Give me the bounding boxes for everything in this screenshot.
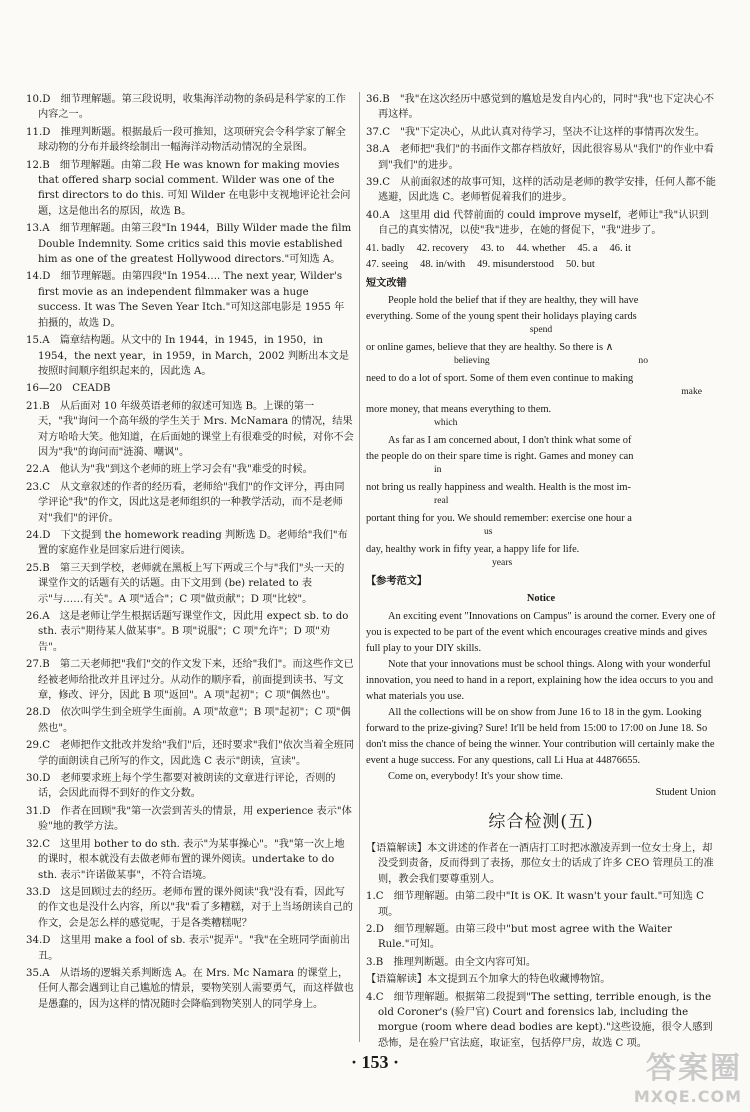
answer-item: 34.D 这里用 make a fool of sb. 表示"捉弄"。"我"在全班同学面前出丑。 — [26, 935, 351, 962]
vocab-answer: 47. seeing — [366, 258, 409, 270]
vocab-answer: 50. but — [565, 258, 595, 270]
answer-item: 14.D 细节理解题。由第四段"In 1954…. The next year, Wilder's first movie as an independent filmmaker was a huge success. It was The Seven Year Itch."可知这部电影是 1955 年拍摄的，故选 D。 — [26, 271, 345, 329]
answer-item: 【语篇解读】本文提到五个加拿大的特色收藏博物馆。 — [366, 974, 611, 986]
answer-item: 16—20 CEADB — [26, 383, 111, 395]
vocab-answers — [366, 241, 716, 273]
page-number: · 153 · — [350, 1052, 399, 1072]
answer-item: 21.B 从后面对 10 年级英语老师的叙述可知选 B。上课的第一天，"我"询问一个高年级的学生关于 Mrs. McNamara 的情况，结果对方哈哈大笑。他知道，在后面她的课堂上有很难受的时候，对你不会因为"我"的询问而"涟漪、嘲讽"。 — [26, 400, 354, 458]
answer-item: 【语篇解读】本文讲述的作者在一酒店打工时把冰激凌弄到一位女士身上，却没受到责备，反而得到了表扬，那位女士的话成了许多 CEO 管理员工的准则，教会我们要尊重别人。 — [366, 842, 714, 885]
model-essay — [366, 609, 716, 801]
answer-item: 13.A 细节理解题。由第三段"In 1944，Billy Wilder made the film Double Indemnity. Some critics said this movie established him as one of the greatest Hollywood directors."可知选 A。 — [26, 223, 352, 266]
answer-item: 10.D 细节理解题。第三段说明，收集海洋动物的条码是科学家的工作内容之一。 — [26, 94, 346, 121]
correction-fix: make — [681, 386, 702, 398]
answer-item: 27.B 第二天老师把"我们"交的作文发下来，还给"我们"。而这些作文已经被老师给批改并且评过分。从动作的顺序看，前面提到读书、写文章，修改、评分，因此 B 项"返回"。A 项"起初"；C 项"偶然也"。 — [26, 659, 354, 702]
answer-item: 15.A 篇章结构题。从文中的 In 1944，in 1945，in 1950，in 1954，the next year，in 1959，in March，2002 判断出本文是按照时间顺序组织起来的，因此选 A。 — [26, 335, 349, 377]
answer-item: 11.D 推理判断题。根据最后一段可推知，这项研究会令科学家了解全球动物的分布并最终绘制出一幅海洋动物活动情况的全景图。 — [26, 126, 346, 154]
vocab-answer: 44. whether — [516, 242, 566, 254]
answer-item: 39.C 从前面叙述的故事可知，这样的活动是老师的教学安排，任何人都不能逃避，因此选 C。老师暂促着我们的进步。 — [366, 177, 716, 204]
essay-paragraph: All the collections will be on show from June 16 to 18 in the gym. Looking forward to the prize-giving? Sure! It'll be held from 15:00 to 17:00 on June 18. So don't miss the chance of being the winner. Your contribution will certainly make the event a huge success. For any questions, call Li Hua at 44876655. — [366, 707, 715, 767]
vocab-answer: 45. a — [577, 242, 598, 254]
answer-item: 23.C 从文章叙述的作者的经历看，老师给"我们"的作文评分，再由同学评论"我"的作文，因此这是老师组织的一种教学活动，而不是老师对"我们"的评价。 — [26, 481, 345, 524]
answer-item: 37.C "我"下定决心，从此认真对待学习，坚决不让这样的事情再次发生。 — [366, 126, 705, 138]
answer-item: 38.A 老师把"我们"的书面作文都存档放好，因此很容易从"我们"的作业中看到"我们"的进步。 — [366, 144, 714, 171]
answer-item: 22.A 他认为"我"到这个老师的班上学习会有"我"难受的时候。 — [26, 464, 313, 476]
answer-item: 28.D 依次叫学生到全班学生面前。A 项"故意"；B 项"起初"；C 项"偶然也"。 — [26, 707, 351, 734]
section-title: 综合检测(五) — [488, 812, 594, 833]
answer-item: 3.B 推理判断题。由全文内容可知。 — [366, 956, 537, 968]
correction-line: As far as I am concerned about, I don't think what some of — [388, 435, 632, 447]
correction-fix: believing no — [454, 355, 648, 367]
correction-line: portant thing for you. We should remember: exercise one hour a — [366, 513, 632, 525]
watermark — [634, 1043, 742, 1106]
correction-heading: 短文改错 — [366, 276, 407, 289]
left-column — [26, 92, 354, 1014]
essay-paragraph: Note that your innovations must be school things. Along with your wonderful innovation, you need to hand in a report, explaining how the idea occurs to you and what materials you use. — [366, 659, 714, 703]
answer-item: 32.C 这里用 bother to do sth. 表示"为某事操心"。"我"第一次上地的课时，根本就没有去做老师布置的课外阅读。undertake to do sth. 表示"许诺做某事"，不符合语境。 — [26, 838, 345, 881]
correction-fix: spend — [529, 324, 553, 336]
vocab-answer: 41. badly — [366, 242, 405, 254]
correction-line: not bring us really happiness and wealth. Health is the most im- — [366, 482, 631, 494]
vocab-answer: 48. in/with — [420, 258, 466, 270]
vocab-answer: 46. it — [609, 242, 631, 254]
model-essay-heading: 【参考范文】 — [366, 575, 428, 588]
correction-line: day, healthy work in fifty year, a happy life for life. — [366, 544, 580, 556]
correction-passage — [366, 293, 716, 571]
vocab-answer: 43. to — [480, 242, 505, 254]
correction-line: or online games, believe that they are healthy. So there is ∧ — [366, 342, 614, 354]
essay-paragraph: An exciting event "Innovations on Campus" is around the corner. Every one of you is expected to be part of the event which encourages creative minds and gives full play to your DIY skills. — [366, 611, 716, 655]
answer-item: 35.A 从语场的逻辑关系判断选 A。在 Mrs. Mc Namara 的课堂上，任何人都会遇到让自己尴尬的情景，要物笑别人需要勇气，而这样做也是愚蠢的，因为这样的情况随时会降临到物笑别人的同学身上。 — [26, 967, 354, 1010]
answer-item: 1.C 细节理解题。由第二段中"It is OK. It wasn't your fault."可知选 C 项。 — [366, 891, 704, 918]
essay-signature: Student Union — [655, 787, 716, 799]
essay-paragraph: Come on, everybody! It's your show time. — [388, 771, 564, 783]
column-divider — [359, 92, 360, 1042]
answer-item: 4.C 细节理解题。根据第二段提到"The setting, terrible enough, is the old Coroner's (验尸官) Court and forensics lab, including the morgue (room where dead bodies are kept)."这些设施，很令人感到恐怖，是在验尸官法庭，取证室，包括停尸房，故选 C 项。 — [366, 991, 713, 1049]
answer-item: 30.D 老师要求班上每个学生都要对被朗读的文章进行评论，否则的话，会因此而得不到好的作文分数。 — [26, 773, 336, 800]
answer-item: 25.B 第三天到学校，老师就在黑板上写下两或三个与"我们"头一天的课堂作文的话题有关的话题。由下文用到 (be) related to 表示"与……有关"。A 项"适合"；C 项"做贡献"；D 项"比较"。 — [26, 562, 345, 605]
correction-line: People hold the belief that if they are healthy, they will have — [388, 295, 639, 307]
vocab-answer: 42. recovery — [416, 242, 469, 254]
answer-item: 31.D 作者在回顾"我"第一次尝到苦头的情景，用 experience 表示"体验"地的教学方法。 — [26, 805, 352, 833]
answer-item: 2.D 细节理解题。由第三段中"but most agree with the Waiter Rule."可知。 — [366, 923, 673, 951]
correction-fix: in — [434, 464, 442, 476]
watermark-logo: 答案圈 — [646, 1051, 742, 1086]
answer-item: 33.D 这是回顾过去的经历。老师布置的课外阅读"我"没有看，因此写的作文也是没什么内容，所以"我"看了多糟糕，对于上当场朗读自己的作文，会是怎么样的感觉呢，于是各类糟糕呢？ — [26, 886, 353, 929]
correction-fix: us — [484, 526, 493, 538]
answer-item: 12.B 细节理解题。由第二段 He was known for making movies that offered sharp social comment. Wilder was one of the first directors to do this. 可知 Wilder 在电影中支视地评论社会问题，这是他出名的原因，故选 B。 — [26, 159, 351, 217]
correction-fix: real — [434, 495, 449, 507]
answer-item: 24.D 下文提到 the homework reading 判断选 D。老师给"我们"布置的家庭作业是回家后进行阅读。 — [26, 529, 348, 557]
answer-item: 29.C 老师把作文批改并发给"我们"后，还时要求"我们"依次当着全班同学的面朗读自己所写的作文，因此选 C 表示"朗读，宣读"。 — [26, 740, 354, 767]
correction-fix: which — [434, 417, 458, 429]
vocab-answer: 49. misunderstood — [477, 258, 554, 270]
correction-line: the people do on their spare time is right. Games and money can — [366, 451, 634, 463]
correction-line: need to do a lot of sport. Some of them even continue to making — [366, 373, 634, 385]
correction-line: more money, that means everything to them. — [366, 404, 552, 416]
answer-item: 36.B "我"在这次经历中感觉到的尴尬是发自内心的，同时"我"也下定决心不再这样。 — [366, 94, 715, 121]
correction-fix: years — [492, 557, 513, 569]
correction-line: everything. Some of the young spent their holidays playing cards — [366, 311, 637, 323]
notice-title: Notice — [526, 593, 556, 605]
answer-item: 26.A 这是老师让学生根据话题写课堂作文，因此用 expect sb. to do sth. 表示"期待某人做某事"。B 项"说服"；C 项"允许"；D 项"劝告"。 — [26, 611, 349, 653]
right-column — [366, 92, 716, 1053]
watermark-url: MXQE.COM — [633, 1087, 742, 1106]
answer-item: 40.A 这里用 did 代替前面的 could improve myself，老师让"我"认识到自己的真实情况，以使"我"进步，在她的督促下，"我"进步了。 — [366, 209, 709, 237]
